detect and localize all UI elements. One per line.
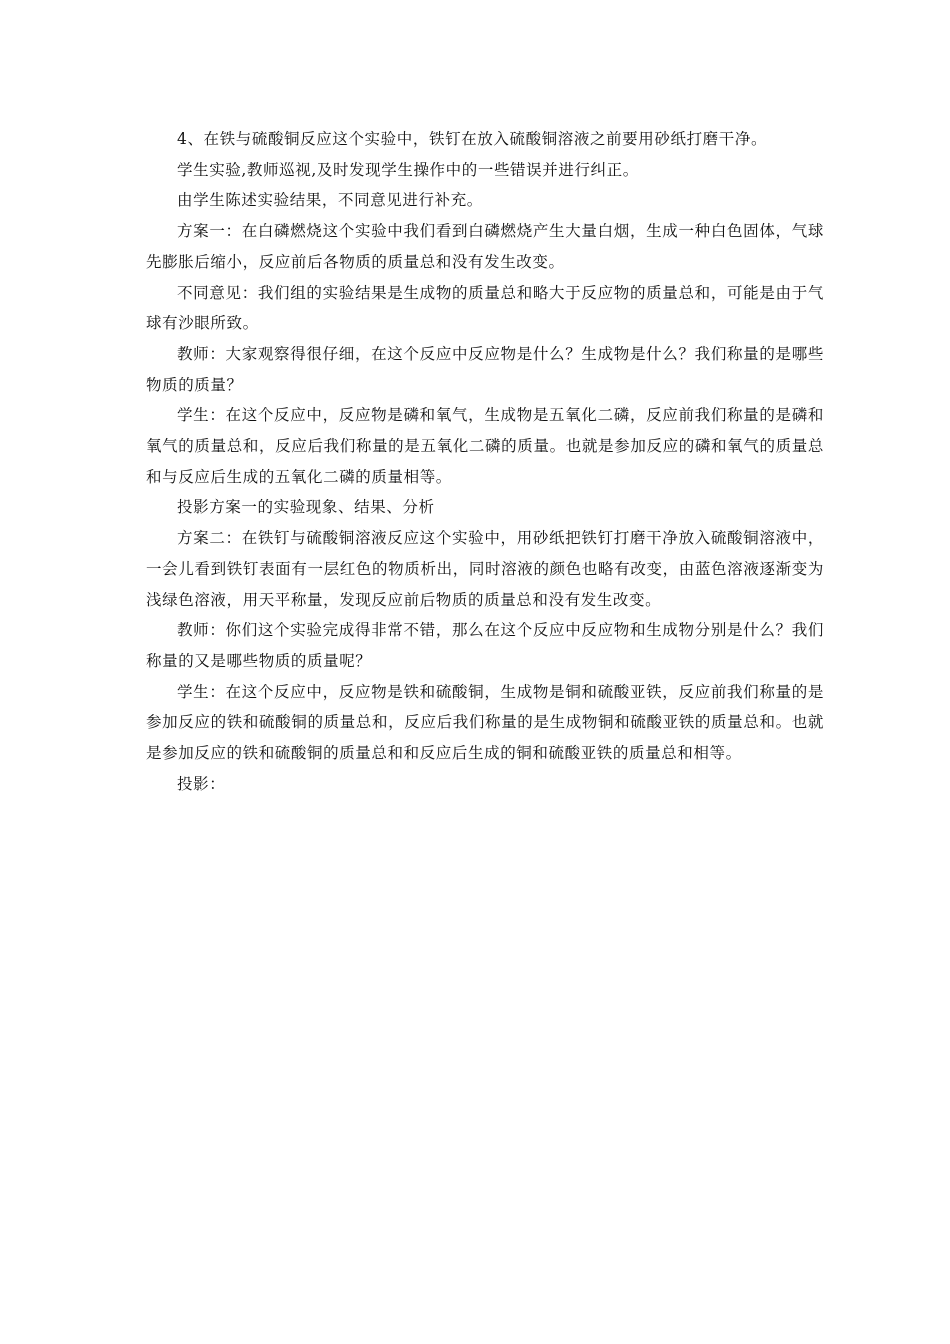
paragraph-student-experiment: 学生实验,教师巡视,及时发现学生操作中的一些错误并进行纠正。 <box>177 160 639 179</box>
paragraph-report-results: 由学生陈述实验结果，不同意见进行补充。 <box>177 191 483 210</box>
paragraph-teacher-question-2: 教师：你们这个实验完成得非常不错，那么在这个反应中反应物和生成物分别是什么？我们称量的又是哪些物质的质量呢？ <box>146 621 824 670</box>
paragraph-student-answer-1: 学生：在这个反应中，反应物是磷和氧气，生成物是五氧化二磷，反应前我们称量的是磷和氧气的质量总和，反应后我们称量的是五氧化二磷的质量。也就是参加反应的磷和氧气的质量总和与反应后生成的五氧化二磷的质量相等。 <box>146 406 824 486</box>
paragraph-projection-plan-one: 投影方案一的实验现象、结果、分析 <box>177 498 435 517</box>
paragraph-step-4: 4、在铁与硫酸铜反应这个实验中，铁钉在放入硫酸铜溶液之前要用砂纸打磨干净。 <box>177 130 768 148</box>
paragraph-projection: 投影： <box>177 774 226 793</box>
paragraph-student-answer-2: 学生：在这个反应中，反应物是铁和硫酸铜，生成物是铜和硫酸亚铁，反应前我们称量的是参加反应的铁和硫酸铜的质量总和，反应后我们称量的是生成物铜和硫酸亚铁的质量总和。也就是参加反应的铁和硫酸铜的质量总和和反应后生成的铜和硫酸亚铁的质量总和相等。 <box>146 682 824 763</box>
paragraph-plan-two: 方案二：在铁钉与硫酸铜溶液反应这个实验中，用砂纸把铁钉打磨干净放入硫酸铜溶液中，一会儿看到铁钉表面有一层红色的物质析出，同时溶液的颜色也略有改变，由蓝色溶液逐渐变为浅绿色溶液，用天平称量，发现反应前后物质的质量总和没有发生改变。 <box>146 529 824 609</box>
paragraph-plan-one: 方案一：在白磷燃烧这个实验中我们看到白磷燃烧产生大量白烟，生成一种白色固体，气球先膨胀后缩小，反应前后各物质的质量总和没有发生改变。 <box>146 222 824 271</box>
paragraph-different-opinion: 不同意见：我们组的实验结果是生成物的质量总和略大于反应物的质量总和，可能是由于气球有沙眼所致。 <box>146 283 824 333</box>
paragraph-teacher-question-1: 教师：大家观察得很仔细，在这个反应中反应物是什么？生成物是什么？我们称量的是哪些物质的质量？ <box>146 344 824 394</box>
document-body <box>146 124 824 799</box>
